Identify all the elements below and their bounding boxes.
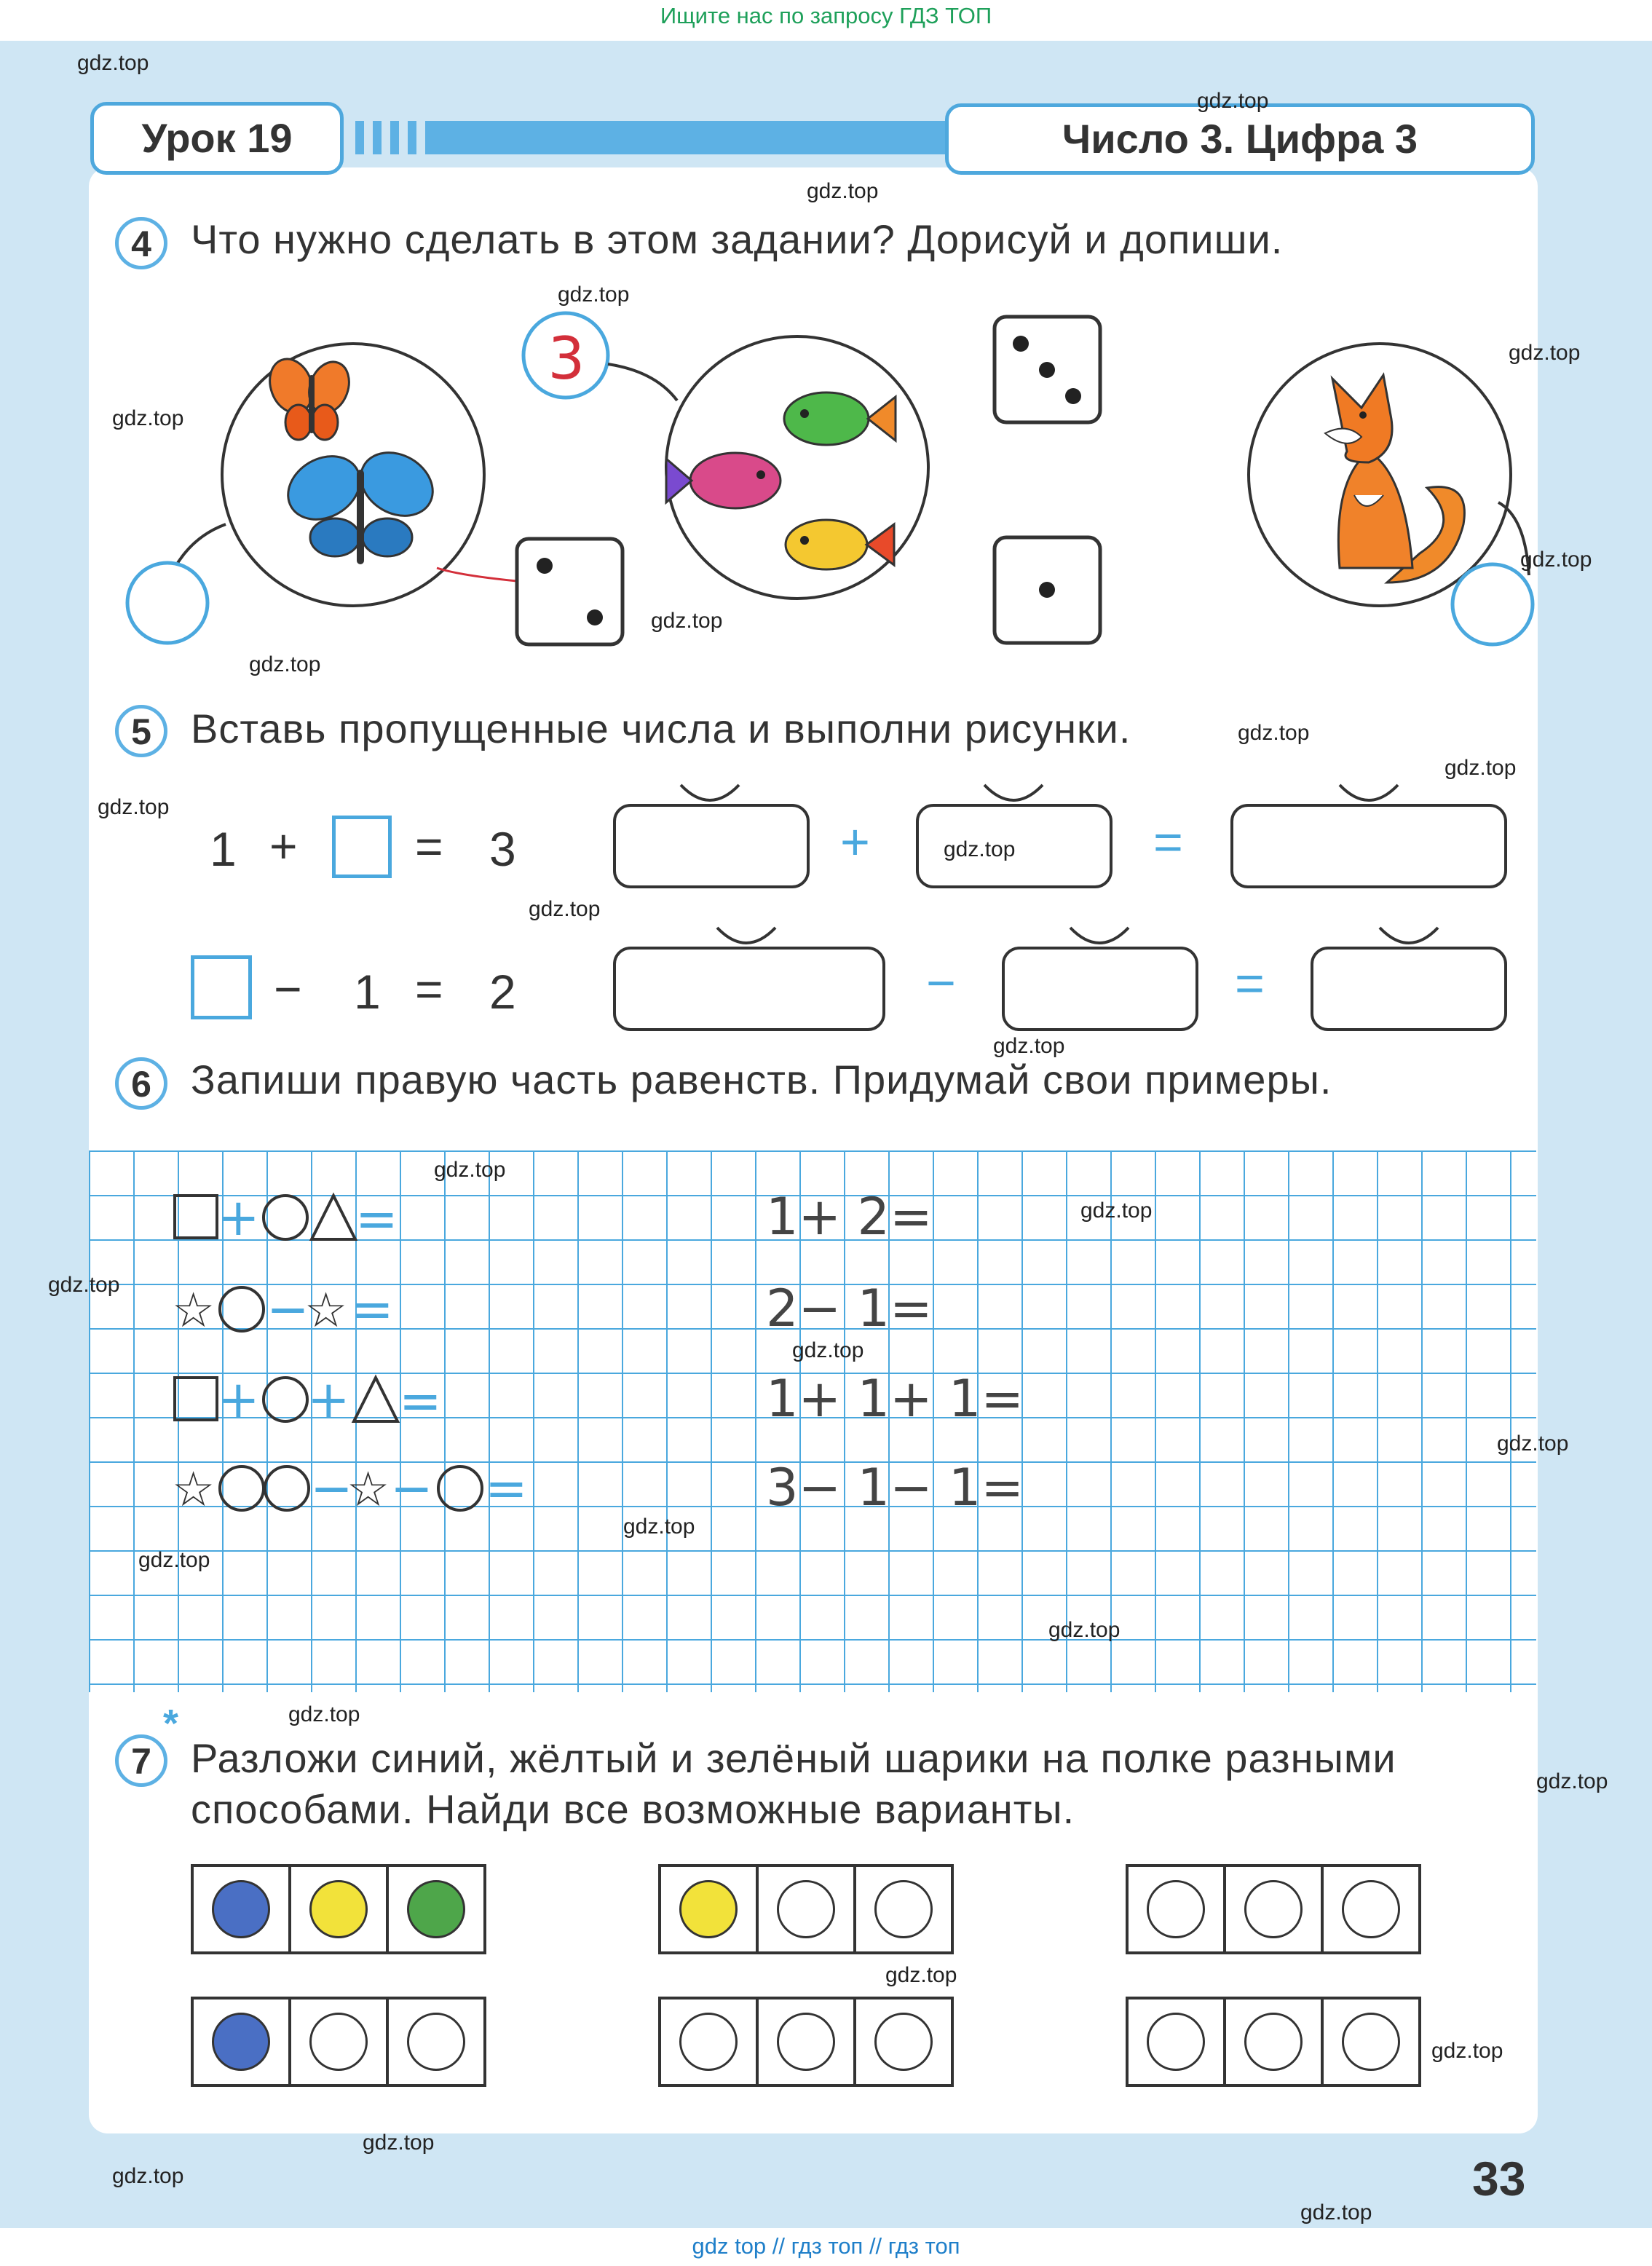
watermark: gdz.top: [48, 1273, 120, 1297]
watermark: gdz.top: [792, 1338, 864, 1362]
triangle-icon: [312, 1196, 355, 1239]
answer-box[interactable]: [191, 955, 252, 1019]
equation-result: 2: [489, 965, 516, 1019]
ball-empty[interactable]: [1147, 1880, 1205, 1938]
svg-text:−: −: [390, 1458, 433, 1518]
ball-empty[interactable]: [679, 2013, 738, 2071]
header-stripe: [373, 121, 382, 154]
header-stripe: [355, 121, 364, 154]
shelf: [658, 1997, 954, 2087]
watermark: gdz.top: [1497, 1432, 1569, 1456]
shelf-cell[interactable]: [291, 1999, 389, 2084]
square-icon: [175, 1378, 217, 1420]
answer-circle: [1453, 564, 1533, 644]
watermark: gdz.top: [1048, 1618, 1121, 1642]
watermark: gdz.top: [885, 1963, 957, 1987]
ball-empty[interactable]: [777, 2013, 835, 2071]
svg-text:=: =: [351, 1279, 394, 1339]
task-instruction: Что нужно сделать в этом задании? Дорисуй и допиши.: [191, 216, 1284, 262]
watermark: gdz.top: [288, 1702, 360, 1726]
svg-text:=: =: [399, 1371, 442, 1431]
circle-icon: [438, 1466, 482, 1510]
shelf: [1126, 1997, 1421, 2087]
task-number: 4: [115, 217, 167, 269]
watermark: gdz.top: [623, 1515, 695, 1539]
svg-text:=: =: [355, 1189, 398, 1249]
watermark: gdz.top: [1300, 2200, 1372, 2224]
equation-operator: +: [269, 819, 298, 873]
header-stripe: [390, 121, 399, 154]
watermark: gdz.top: [1080, 1199, 1153, 1223]
answer-circle: [127, 563, 208, 643]
example-expression: 2− 1=: [766, 1279, 933, 1338]
watermark: gdz.top: [77, 51, 149, 75]
watermark: gdz.top: [1520, 548, 1592, 572]
equation-equals: =: [415, 962, 443, 1016]
watermark: gdz.top: [363, 2131, 435, 2155]
header-stripe: [408, 121, 416, 154]
picture-minus: −: [926, 955, 956, 1011]
task-instruction: Вставь пропущенные числа и выполни рисунки.: [191, 706, 1131, 751]
shelf-cell[interactable]: [1324, 1867, 1418, 1951]
watermark: gdz.top: [1431, 2039, 1503, 2063]
dice-two: [517, 539, 623, 644]
star-icon: ☆: [172, 1282, 216, 1338]
ball-empty[interactable]: [1342, 2013, 1400, 2071]
task-number: 5: [115, 705, 167, 757]
shelf-cell[interactable]: [661, 1867, 759, 1951]
picture-box-row1: [612, 779, 1514, 896]
shelf-cell[interactable]: [291, 1867, 389, 1951]
ball-blue: [212, 2013, 270, 2071]
task-instruction: способами. Найди все возможные варианты.: [191, 1786, 1075, 1832]
ball-empty[interactable]: [309, 2013, 368, 2071]
shelf-cell[interactable]: [1226, 1867, 1324, 1951]
topic-label: Число 3. Цифра 3: [945, 103, 1535, 175]
shelf-cell[interactable]: [1129, 1999, 1226, 2084]
svg-text:=: =: [485, 1458, 528, 1518]
lesson-label: Урок 19: [90, 102, 344, 175]
circle-icon: [264, 1378, 307, 1421]
task-instruction: Запиши правую часть равенств. Придумай свои примеры.: [191, 1057, 1332, 1102]
bottom-banner: gdz top // гдз топ // гдз топ: [0, 2228, 1652, 2266]
watermark: gdz.top: [98, 795, 170, 819]
task4-illustration: [116, 306, 1536, 670]
equation-operator: −: [274, 962, 302, 1016]
watermark: gdz.top: [1197, 89, 1269, 113]
ball-green: [407, 1880, 465, 1938]
ball-empty[interactable]: [1244, 1880, 1303, 1938]
ball-yellow: [679, 1880, 738, 1938]
watermark: gdz.top: [807, 179, 879, 203]
watermark: gdz.top: [1444, 756, 1517, 780]
watermark: gdz.top: [993, 1034, 1065, 1058]
equation-number: 1: [354, 965, 381, 1019]
svg-text:−: −: [310, 1458, 353, 1518]
task-number: 7: [115, 1734, 167, 1787]
watermark: gdz.top: [112, 2164, 184, 2188]
svg-text:+: +: [307, 1370, 350, 1429]
shelf-cell[interactable]: [759, 1867, 856, 1951]
example-expression: 1+ 2=: [766, 1187, 933, 1247]
drawing-box: [614, 805, 808, 887]
drawing-box: [614, 948, 884, 1030]
star-marker-icon: *: [163, 1702, 179, 1745]
watermark: gdz.top: [529, 897, 601, 921]
shelf-cell[interactable]: [1226, 1999, 1324, 2084]
shelf-cell[interactable]: [1324, 1999, 1418, 2084]
page-number: 33: [1472, 2152, 1526, 2206]
picture-equals: =: [1153, 813, 1183, 870]
drawing-box: [1312, 948, 1506, 1030]
picture-equals: =: [1235, 955, 1265, 1011]
watermark: gdz.top: [249, 652, 321, 676]
equation-number: 1: [210, 822, 237, 876]
star-icon: ☆: [304, 1282, 348, 1338]
shelf-cell[interactable]: [856, 1999, 951, 2084]
ball-empty[interactable]: [1342, 1880, 1400, 1938]
ball-blue: [212, 1880, 270, 1938]
watermark: gdz.top: [558, 283, 630, 307]
star-icon: ☆: [172, 1461, 216, 1517]
ball-empty[interactable]: [1244, 2013, 1303, 2071]
ball-empty[interactable]: [1147, 2013, 1205, 2071]
drawing-box: [1232, 805, 1506, 887]
triangle-icon: [354, 1378, 398, 1421]
drawing-box: [1003, 948, 1197, 1030]
watermark: gdz.top: [1509, 341, 1581, 365]
shelf-cell[interactable]: [389, 1867, 483, 1951]
header-bar: [425, 121, 946, 154]
star-icon: ☆: [347, 1461, 390, 1517]
picture-plus: +: [840, 813, 870, 870]
equation-result: 3: [489, 822, 516, 876]
task-number: 6: [115, 1057, 167, 1110]
answer-box[interactable]: [332, 816, 392, 878]
example-expression: 3− 1− 1=: [766, 1458, 1024, 1517]
watermark: gdz.top: [1536, 1769, 1608, 1793]
number-three-label: 3: [548, 325, 585, 392]
shelf-cell[interactable]: [661, 1999, 759, 2084]
watermark: gdz.top: [138, 1548, 210, 1572]
top-banner: Ищите нас по запросу ГДЗ ТОП: [0, 0, 1652, 41]
shelf-cell[interactable]: [194, 1999, 291, 2084]
ball-empty[interactable]: [874, 1880, 933, 1938]
shelf-cell[interactable]: [1129, 1867, 1226, 1951]
ball-empty[interactable]: [874, 2013, 933, 2071]
shelf: [191, 1864, 486, 1954]
shelf-cell[interactable]: [194, 1867, 291, 1951]
shelf-cell[interactable]: [389, 1999, 483, 2084]
circle-icon: [264, 1196, 307, 1239]
watermark: gdz.top: [651, 609, 723, 633]
square-icon: [175, 1196, 217, 1238]
shape-equations: [172, 1187, 550, 1522]
shelf-cell[interactable]: [759, 1999, 856, 2084]
watermark: gdz.top: [434, 1158, 506, 1182]
task-instruction: Разложи синий, жёлтый и зелёный шарики на полке разными: [191, 1735, 1396, 1781]
watermark: gdz.top: [944, 837, 1016, 861]
svg-text:+: +: [217, 1370, 260, 1429]
circle-icon: [265, 1466, 309, 1510]
circle-icon: [220, 1466, 264, 1510]
example-expression: 1+ 1+ 1=: [766, 1369, 1024, 1429]
picture-box-row2: [612, 922, 1514, 1038]
circle-icon: [220, 1287, 264, 1331]
shelf: [1126, 1864, 1421, 1954]
shelf: [191, 1997, 486, 2087]
svg-text:−: −: [266, 1279, 309, 1339]
ball-empty[interactable]: [407, 2013, 465, 2071]
watermark: gdz.top: [112, 406, 184, 430]
shelf-cell[interactable]: [856, 1867, 951, 1951]
watermark: gdz.top: [1238, 721, 1310, 745]
shelf: [658, 1864, 954, 1954]
ball-yellow: [309, 1880, 368, 1938]
svg-text:+: +: [217, 1188, 260, 1247]
equation-equals: =: [415, 819, 443, 873]
ball-empty[interactable]: [777, 1880, 835, 1938]
